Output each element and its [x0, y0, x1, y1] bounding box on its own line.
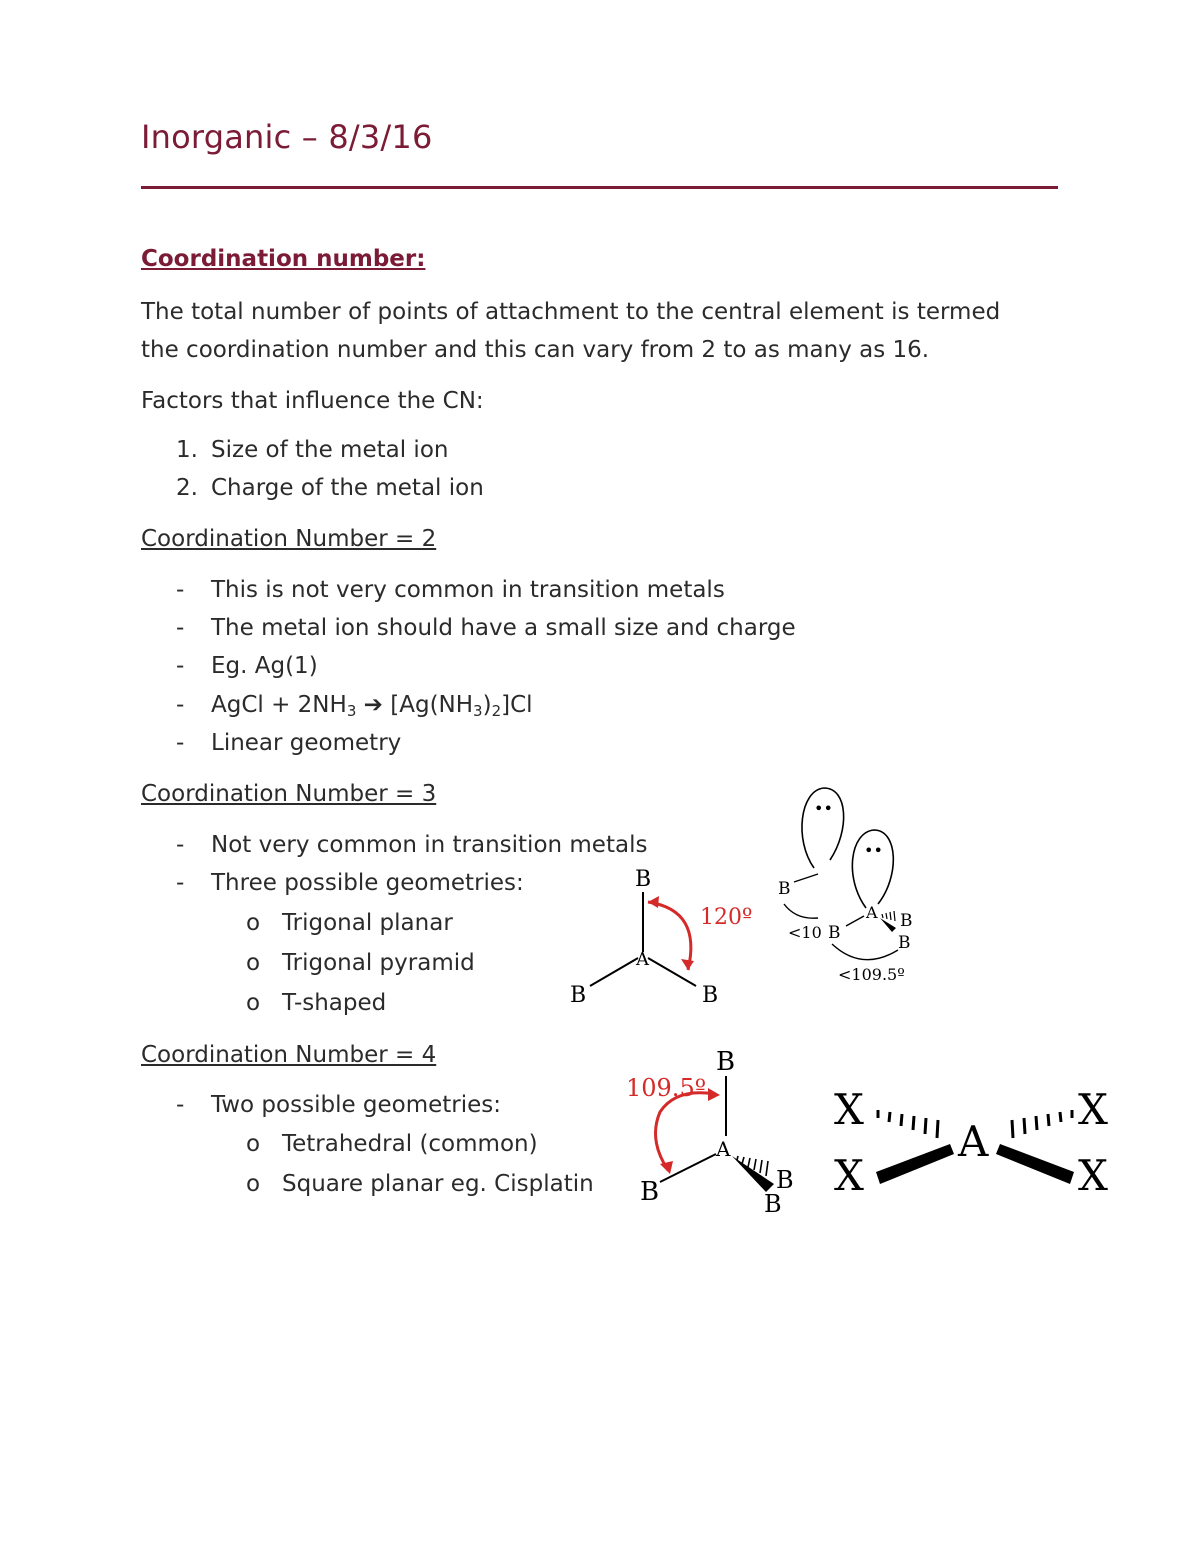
sub-bullet: o — [246, 950, 261, 976]
center-atom-label: A — [716, 1137, 731, 1161]
cn3-heading: Coordination Number = 3 — [141, 781, 437, 807]
arrowhead — [660, 1161, 673, 1174]
sub-bullet: o — [246, 1131, 261, 1157]
coordination-number-heading: Coordination number: — [141, 246, 426, 272]
bullet-dash: - — [176, 1092, 185, 1118]
ligand-label: B — [635, 867, 652, 892]
angle-label: 120º — [700, 905, 753, 930]
sub-bullet: o — [246, 990, 261, 1016]
ligand-label: B — [776, 1166, 794, 1194]
factor-item: Size of the metal ion — [211, 437, 449, 463]
reaction-product: ) — [482, 692, 492, 718]
reaction-subscript: 3 — [346, 702, 357, 720]
cn2-bullet: Eg. Ag(1) — [211, 653, 318, 679]
trigonal-planar-diagram — [560, 862, 760, 1012]
lone-pair-dots-icon: •• — [814, 799, 833, 818]
hashed-wedge-bond — [882, 911, 895, 921]
cn2-heading: Coordination Number = 2 — [141, 526, 437, 552]
list-number: 2. — [176, 475, 198, 501]
center-atom-label: A — [958, 1117, 989, 1166]
definition-line-2: the coordination number and this can vary from 2 to as many as 16. — [141, 337, 930, 363]
ligand-label: B — [828, 923, 841, 943]
ligand-label: X — [834, 1151, 864, 1200]
ligand-label: B — [570, 983, 587, 1008]
angle-arc — [832, 944, 898, 960]
reaction-reactant: AgCl + 2NH — [211, 692, 347, 718]
center-atom-label: A — [866, 903, 878, 922]
cn2-bullet: The metal ion should have a small size and charge — [211, 615, 796, 641]
lone-pair-dots-icon: •• — [864, 841, 883, 860]
ligand-label: B — [716, 1047, 736, 1077]
cn3-bullet: Three possible geometries: — [211, 870, 524, 896]
ligand-label: B — [900, 911, 913, 931]
cn2-bullet: This is not very common in transition metals — [211, 577, 725, 603]
arrowhead — [708, 1088, 720, 1101]
reaction-product: [Ag(NH — [382, 692, 474, 718]
square-planar-diagram — [830, 1080, 1120, 1200]
bullet-dash: - — [176, 870, 185, 896]
ligand-label: B — [778, 879, 791, 899]
cn4-sub-bullet: Square planar eg. Cisplatin — [282, 1171, 594, 1197]
bullet-dash: - — [176, 730, 185, 756]
ligand-label: B — [764, 1190, 782, 1218]
solid-wedge-bond — [880, 918, 896, 932]
ligand-label: X — [834, 1085, 864, 1134]
reaction-product: ]Cl — [501, 692, 533, 718]
sub-bullet: o — [246, 1171, 261, 1197]
bond-line — [846, 916, 864, 926]
bond-line — [590, 958, 638, 986]
cn3-sub-bullet: Trigonal pyramid — [282, 950, 475, 976]
ligand-label: B — [898, 933, 911, 953]
ligand-label: X — [1078, 1085, 1108, 1134]
bullet-dash: - — [176, 832, 185, 858]
angle-label: <10 — [788, 923, 822, 942]
cn3-sub-bullet: Trigonal planar — [282, 910, 453, 936]
definition-line-1: The total number of points of attachment to the central element is termed — [141, 299, 1001, 325]
trigonal-pyramid-diagram — [770, 780, 950, 990]
cn4-sub-bullet: Tetrahedral (common) — [282, 1131, 538, 1157]
cn3-bullet: Not very common in transition metals — [211, 832, 648, 858]
hashed-wedge-bond — [878, 1110, 938, 1138]
reaction-subscript: 2 — [491, 702, 502, 720]
cn2-bullet: Linear geometry — [211, 730, 402, 756]
bullet-dash: - — [176, 577, 185, 603]
angle-label: <109.5º — [838, 965, 905, 984]
center-atom-label: A — [636, 949, 649, 970]
list-number: 1. — [176, 437, 198, 463]
factor-item: Charge of the metal ion — [211, 475, 484, 501]
reaction-equation — [211, 692, 533, 720]
cn4-heading: Coordination Number = 4 — [141, 1042, 437, 1068]
cn4-bullet: Two possible geometries: — [211, 1092, 502, 1118]
angle-arc — [784, 904, 818, 918]
bullet-dash: - — [176, 692, 185, 718]
angle-label: 109.5º — [626, 1074, 706, 1102]
arrowhead — [648, 896, 659, 908]
ligand-label: B — [702, 983, 719, 1008]
arrowhead — [681, 959, 694, 970]
tetrahedral-diagram — [620, 1040, 820, 1220]
solid-wedge-bond — [876, 1144, 954, 1184]
ligand-label: X — [1078, 1151, 1108, 1200]
page-title: Inorganic – 8/3/16 — [141, 118, 433, 156]
reaction-subscript: 3 — [473, 702, 483, 720]
bullet-dash: - — [176, 615, 185, 641]
cn3-sub-bullet: T-shaped — [282, 990, 387, 1016]
title-rule — [141, 186, 1058, 189]
ligand-label: B — [640, 1177, 660, 1207]
bond-line — [794, 874, 818, 882]
factors-intro: Factors that influence the CN: — [141, 388, 484, 414]
hashed-wedge-bond — [1012, 1110, 1072, 1138]
bullet-dash: - — [176, 653, 185, 679]
reaction-arrow-icon: ➔ — [363, 692, 383, 718]
solid-wedge-bond — [996, 1144, 1074, 1184]
sub-bullet: o — [246, 910, 261, 936]
